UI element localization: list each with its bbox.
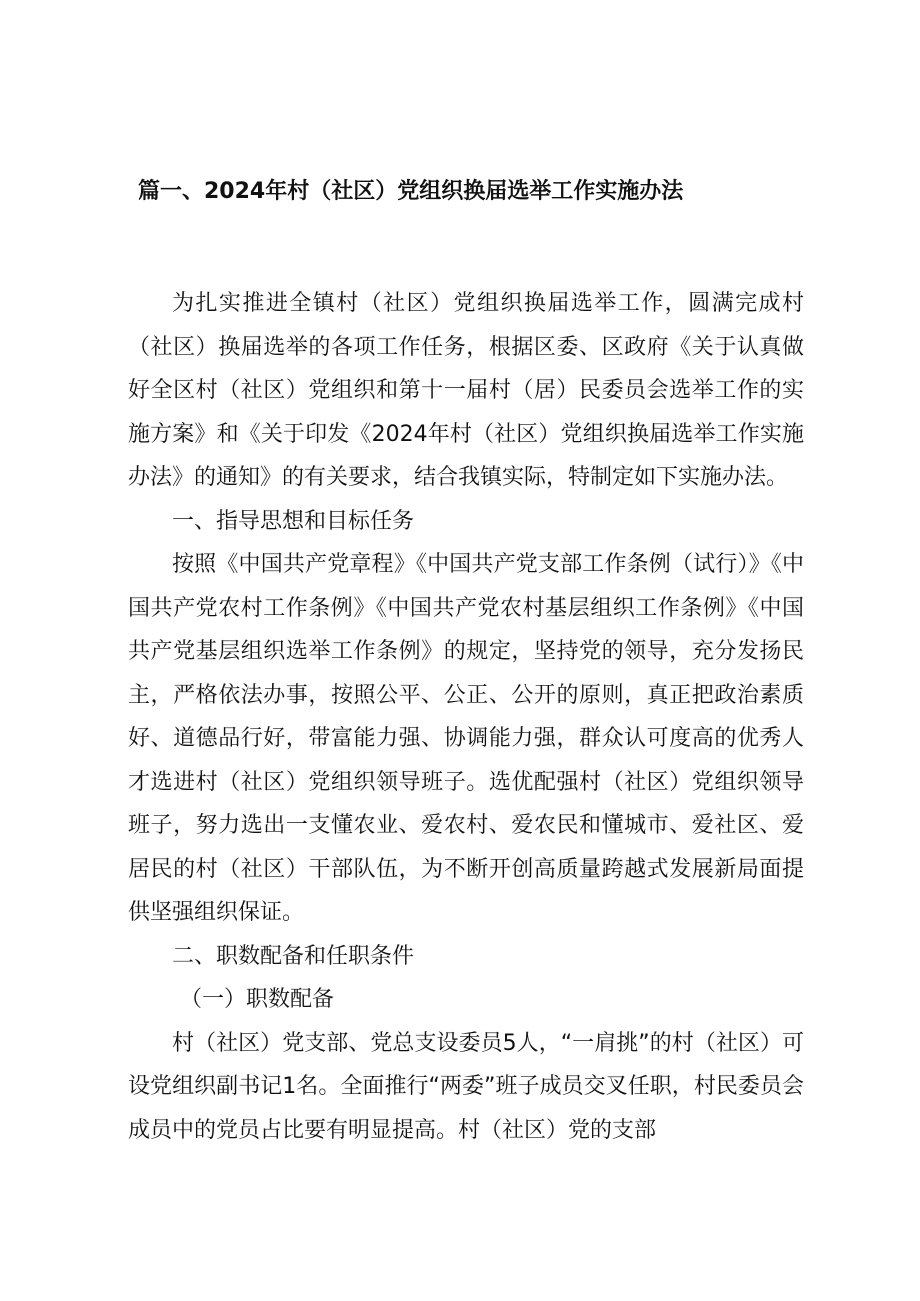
body-paragraph: 为扎实推进全镇村（社区）党组织换届选举工作，圆满完成村（社区）换届选举的各项工作任务，根据区委、区政府《关于认真做好全区村（社区）党组织和第十一届村（居）民委员会选举工作的实施方案》和《关于印发《2024年村（社区）党组织换届选举工作实施办法》的通知》的有关要求，结合我镇实际，特制定如下实施办法。 (128, 291, 804, 490)
section-heading: 一、指导思想和目标任务 (172, 508, 415, 534)
document-title: 篇一、2024年村（社区）党组织换届选举工作实施办法 (138, 179, 684, 204)
document-body (128, 282, 804, 1152)
subsection-heading: （一）职数配备 (180, 987, 335, 1012)
section-heading: 二、职数配备和任职条件 (172, 943, 415, 969)
body-paragraph: 村（社区）党支部、党总支设委员5人，“一肩挑”的村（社区）可设党组织副书记1名。全面推行“两委”班子成员交叉任职，村民委员会成员中的党员占比要有明显提高。村（社区）党的支部 (128, 1030, 804, 1143)
body-paragraph: 按照《中国共产党章程》《中国共产党支部工作条例（试行）》《中国共产党农村工作条例》《中国共产党农村基层组织工作条例》《中国共产党基层组织选举工作条例》的规定，坚持党的领导，充分发扬民主，严格依法办事，按照公平、公正、公开的原则，真正把政治素质好、道德品行好，带富能力强、协调能力强，群众认可度高的优秀人才选进村（社区）党组织领导班子。选优配强村（社区）党组织领导班子，努力选出一支懂农业、爱农村、爱农民和懂城市、爱社区、爱居民的村（社区）干部队伍，为不断开创高质量跨越式发展新局面提供坚强组织保证。 (128, 552, 804, 925)
